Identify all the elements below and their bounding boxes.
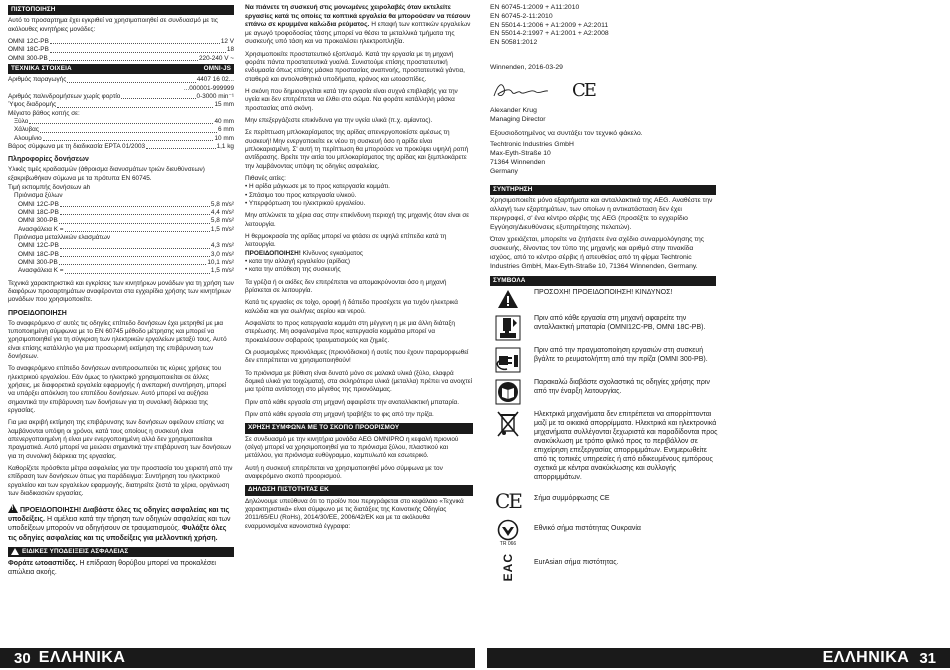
vib-metal: Πριόνισμα μεταλλικών ελασμάτων — [14, 233, 111, 241]
symbol-row: TR 066 Εθνικό σήμα πιστότητας Ουκρανία — [490, 519, 720, 547]
authorized-text: Εξουσιοδοτημένος να συντάξει τον τεχνικό φάκελο. — [490, 129, 643, 137]
list-item: • Υπερφόρτωση του ηλεκτρικού εργαλείου. — [245, 200, 473, 208]
vib-text: Υλικές τιμές κραδασμών (άθροισμα διανυσμάτων τριών διευθύνσεων) εξακριβωθήκαν σύμωνα με τα πρότυπα EN 60745. — [8, 166, 205, 182]
footer-left — [0, 648, 475, 668]
unit-row: OMNI 300-PB 220-240 V ~ — [8, 54, 234, 62]
c2-p12: Ασφαλίστε το προς κατεργασία κομμάτι στη μέγγενη η με μια άλλη διάταξη στερέωσης. Μη ασφαλισμένα προς κατεργασία κομμάτια μπορεί να προκαλέσουν σοβαρούς τραυματισμούς και ζημιές. — [245, 320, 455, 344]
symbol-row: Πριν από κάθε εργασία στη μηχανή αφαιρείτε την ανταλλακτική μπαταρία (OMNI12C-PB, OMNI 18C-PB). — [490, 315, 720, 341]
list-item: • κατα την αλλαγή εργαλείου (αρίδας) — [245, 258, 473, 266]
vib-wood: Πριόνισμα ξύλων — [14, 192, 63, 200]
vib-title: Πληροφορίες δονήσεων — [8, 156, 89, 164]
ce-mark-icon: CE — [495, 488, 521, 513]
symbol-row: ΠΡΟΣΟΧΗ! ΠΡΟΕΙΔΟΠΟΙΗΣΗ! ΚΙΝΔΥΝΟΣ! — [490, 289, 720, 309]
causes-list — [245, 183, 473, 208]
vib-row: OMNI 300-PB 5,8 m/s² — [18, 217, 234, 225]
tech-row: Μέγιστο βάθος κοπής σε: — [8, 109, 80, 117]
conformity-text: Δηλώνουμε υπεύθυνα ότι το προϊόν που περιγράφεται στο κεφάλαιο «Τεχνικά χαρακτηριστικά» είναι σύμφωνο με τις διατάξεις της Κοινοτικής Οδηγίας 2011/65/EU (RoHs), 2014/30/ΕΕ, 2006/42/ΕΚ και με τα ακόλουθα εναρμονισμένα κανονιστικά έγγραφα: — [245, 497, 464, 530]
section-header-performance: ΠΙΣΤΟΠΟΙΗΣΗ — [8, 5, 234, 15]
c2-p3: Η σκόνη που δημιουργείται κατά την εργασία είναι συχνά επιβλαβής για την υγεία και δεν επιτρέπεται να έλθει στο σώμα. Να φοράτε κατάλληλη μάσκα προστασίας από σκόνη. — [245, 88, 458, 112]
vib-row: OMNI 12C-PB 4,3 m/s² — [18, 242, 234, 250]
c2-p5: Σε περίπτωση μπλοκαρίσματος της αρίδας απενεργοποιείστε αμέσως τη συσκευή! Μην ενεργοποιείτε εκ νέου τη συσκευή όσο η αρίδα είναι μπλοκαρισμένη. Σ' αυτή τη περίπτωση θα μπορούσε να προκύψει υψηλή ροπή αντίδρασης. Βρείτε την αιτία του μπλοκαρίσματος της αρίδας και ξεμπλοκάρετε την λαμβάνοντας υπόψη τις οδηγίες ασφαλείας. — [245, 129, 469, 170]
ce-mark-icon: CE — [572, 80, 595, 102]
warning-p4: Καθορίζετε πρόσθετα μέτρα ασφαλείας για την προστασία του χειριστή από την επίδραση των δονήσεων όπως για παράδειγμα: Συντήρηση του ηλεκτρικού εργαλείου και των εργαλείων εφαρμογής, διατηρείτε ζεστά τα χέρια, οργάνωση των διαδικασιών εργασίας. — [8, 464, 233, 497]
tech-row: Ύψος διαδρομής 15 mm — [8, 101, 234, 109]
tech-row: Χάλυβας 6 mm — [14, 126, 234, 134]
section-header-maintenance: ΣΥΝΤΗΡΗΣΗ — [490, 185, 716, 195]
symbols-list — [490, 283, 720, 587]
section-header-tech: ΤΕΧΝΙΚΑ ΣΤΟΙΧΕΙΑ OMNI-JS — [8, 64, 234, 74]
footer-language-left: ΕΛΛΗΝΙΚΑ — [38, 649, 126, 666]
standard-item: EN 55014-1:2006 + A1:2009 + A2:2011 — [490, 21, 609, 29]
standards-list — [490, 4, 716, 48]
vib-row: OMNI 18C-PB 4,4 m/s² — [18, 208, 234, 216]
signature-block — [490, 77, 716, 105]
use-p1: Σε συνδυασμό με την κινητήρια μονάδα AEG OMNIPRO η κεφαλή πριονιού (σέγα) μπορεί να χρησιμοποιηθεί για το πριόνισμα ξύλου, πλαστικού και μετάλλου, για πριόνισμα ευθύγραμμο, καμπυλωτό και εσωτερικό. — [245, 435, 459, 460]
c2-p9: ΠΡΟΕΙΔΟΠΟΙΗΣΗ! Κίνδυνος εγκαύματος — [245, 249, 363, 257]
vib-ah: Τιμή εκπομπής δονήσεων ah — [8, 184, 91, 191]
warning-triangle-icon — [8, 504, 18, 513]
unit-row: OMNI 18C-PB 18 — [8, 46, 234, 54]
company-address: Techtronic Industries GmbH Max-Eyth-Straße 10 71364 Winnenden Germany — [490, 141, 574, 175]
c2-p14: Το πριόνισμα με βύθιση είναι δυνατό μόνο σε μαλακά υλικά (ξύλο, ελαφρά δομικά υλικά για τοιχώματα), στα σκληρότερα υλικά (μεταλλα) πρέπει να ανοιχτεί μια τρύπα αντίστοιχη στο μέγεθος της πριονόλαμας. — [245, 369, 473, 394]
symbol-row: Ηλεκτρικά μηχανήματα δεν επιτρέπεται να απορρίπτονται μαζί με τα οικιακά απορρίμματα. Ηλεκτρικά και ηλεκτρονικά μηχανήματα συλλέγονται ξεχωριστά και παραδίδονται προς ανακύκλωση με τρόπο φιλικό προς το περιβάλλον σε επιχείρηση επεξεργασίας απορριμμάτων. Ενημερωθείτε από τις τοπικές υπηρεσίες ή από ειδικευμένους εμπόρους σχετικά με κέντρα ανακύκλωσης και συλλογής απορριμμάτων. — [490, 411, 720, 483]
vib-row: OMNI 18C-PB 3,0 m/s² — [18, 250, 234, 258]
maint-p1: Χρησιμοποιείτε μόνο εξαρτήματα και ανταλλακτικά της AEG. Αναθέστε την αλλαγή των εξαρτημάτων, των οποίων η αντικατάσταση δεν έχει περιγραφεί, σ' ένα κέντρο σέρβις της AEG (προσέξτε το εγχειρίδιο Εγγύηση/Διευθύνσεις εξυπηρέτησης πελατών). — [490, 197, 713, 231]
burn-list — [245, 258, 473, 275]
warning-triangle-icon — [490, 289, 526, 309]
unit-row: OMNI 12C-PB 12 V — [8, 37, 234, 45]
tech-row: Αριθμός παραγωγής 4407 16 02... — [8, 76, 234, 84]
c2-p11: Κατά τις εργασίες σε τοίχο, οροφή ή δάπεδο προσέχετε για τυχόν ηλεκτρικά καλώδια και για σωλήνες αερίου και νερού. — [245, 299, 458, 315]
symbol-row: Παρακαλώ διαβάστε σχολαστικά τις οδηγίες χρήσης πριν από την έναρξη λειτουργίας. — [490, 379, 720, 405]
c2-p15: Πριν από κάθε εργασία στη μηχανή αφαιρέστε την αναταλλακτική μπαταρία. — [245, 398, 460, 406]
standard-item: EN 50581:2012 — [490, 39, 538, 47]
vib-note: Τεχνικά χαρακτηριστικά και εγκρίσεις των κινητήριων μονάδων για τη χρήση των διαφόρων προσαρτημάτων αναφέρονται στα εγχειρίδια χρήσης των κινητήριων μονάδων που χρησιμοποιείτε. — [8, 279, 234, 304]
signer-name: Alexander Krug — [490, 106, 537, 114]
use-p2: Αυτή η συσκευή επιτρέπεται να χρησιμοποιηθεί μόνο σύμφωνα με τον αναφερόμενο σκοπό προορισμού. — [245, 464, 443, 480]
column-1 — [8, 4, 234, 581]
c2-p4: Μην επεξεργάζεστε επικίνδυνα για την υγεία υλικά (π.χ. αμίαντος). — [245, 117, 433, 125]
c2-p6-title: Πιθανές αιτίες: — [245, 175, 286, 183]
symbol-row: CE Σήμα συμμόρφωσης CE — [490, 489, 720, 513]
footer-language-right: ΕΛΛΗΝΙΚΑ — [822, 649, 910, 666]
warning-title: ΠΡΟΕΙΔΟΠΟΙΗΣΗ — [8, 309, 67, 317]
vib-row: OMNI 300-PB 10,1 m/s² — [18, 258, 234, 266]
list-item: • Σπάσιμο του προς κατεργασία υλικού. — [245, 192, 473, 200]
tech-row: Ξύλο 40 mm — [14, 117, 234, 125]
standard-item: EN 55014-2:1997 + A1:2001 + A2:2008 — [490, 30, 609, 38]
weee-bin-icon — [490, 411, 526, 483]
vib-row: OMNI 12C-PB 5,8 m/s² — [18, 200, 234, 208]
vib-row: Ανασφάλεια K = 1,5 m/s² — [18, 267, 234, 275]
column-2 — [245, 4, 473, 535]
warning-read-all: !ΠΡΟΕΙΔΟΠΟΙΗΣΗ! Διαβάστε όλες τις οδηγίες ασφαλείας και τις υποδείξεις. Η αμέλεια κατά την τήρηση των οδηγιών ασφαλείας και των υποδείξεων μπορούν να οδηγήσουν σε τραυματισμούς. Φυλάξτε όλες τις οδηγίες ασφαλείας και τις υποδείξεις για μελλοντική χρήση. — [8, 504, 234, 542]
c2-p2: Χρησιμοποιείτε προστατευτικό εξοπλισμό. Κατά την εργασία με τη μηχανή φοράτε πάντα προστατευτικά γυαλιά. Συνιστούμε επίσης προστατευτική ενδυμασία όπως επίσης μάσκα προστασίας αναπνοής, προστατευτικά γάντια, σταθερά και αντιολισθητικά υποδήματα, κράνος και ωτοασπίδες. — [245, 50, 465, 83]
tech-row: ...000001-999999 — [183, 84, 234, 92]
c2-p1: Να πιάνετε τη συσκευή στις μονωμένες χειρολαβές όταν εκτελείτε εργασίες κατά τις οποίες τα κοπτικά εργαλεία θα μπορούσαν να πέσουν επάνω σε κρυμμένα καλώδια ρεύματος. Η επαφή των κοπτικών εργαλείων με αγωγό τροφοδοσίας τάσης μπορεί να θέσει τα μεταλλικά τμήματα της συσκευής υπό τάση και να προκαλέσει ηλεκτροπληξία. — [245, 4, 471, 46]
section-header-symbols: ΣΥΜΒΟΛΑ — [490, 276, 716, 286]
c2-p16: Πριν από κάθε εργασία στη μηχανή τραβήξτε το φις από την πρίζα. — [245, 410, 434, 418]
symbol-row: EAC EurAsian σήμα πιστότητας. — [490, 553, 720, 581]
list-item: • κατα την απόθεση της συσκευής — [245, 266, 473, 274]
warning-p1: Το αναφερόμενο σ' αυτές τις οδηγίες επίπεδο δονήσεων έχει μετρηθεί με μια τυποποιημένη σύμφωνα με το EN 60745 μέθοδο μέτρησης και μπορεί να χρησιμοποιηθεί για τη σύγκριση των ηλεκτρικών εργαλείων μεταξύ τους. Αυτό είναι επίσης κατάλληλο για μια προσωρινή εκτίμηση της επιβάρυνση των δονήσεων. — [8, 319, 227, 360]
warning-triangle-icon — [11, 548, 19, 555]
c2-p8: Η θερμοκρασία της αρίδας μπορεί να φτάσει σε υψηλά επίπεδα κατά τη λειτουργία. — [245, 233, 447, 249]
tech-row: Βάρος σύμφωνα με τη διαδικασία EPTA 01/2003 1,1 kg — [8, 142, 234, 150]
page-number-right: 31 — [919, 649, 936, 667]
vib-wood-table — [8, 201, 234, 234]
perf-text: Αυτό το προσαρτημα έχει εγκριθεί να χρησιμοποιηθεί σε συνδυασμό με τις ακόλουθες κινητήριες μονάδες: — [8, 17, 218, 33]
battery-remove-icon — [490, 315, 526, 341]
signature-icon — [490, 78, 550, 104]
section-header-conformity: ΔΗΛΩΣΗ ΠΙΣΤΟΤΗΤΑΣ ΕΚ — [245, 485, 473, 495]
units-list — [8, 38, 234, 63]
standard-item: EN 60745-2-11:2010 — [490, 12, 553, 20]
c2-p10: Τα γρέζια ή οι ακίδες δεν επιτρέπεται να απομακρύνονται όσο η μηχανή βρίσκεται σε λειτουργία. — [245, 278, 447, 295]
c2-p7: Μην απλώνετε τα χέρια σας στην επικίνδυνη περιοχή της μηχανής όταν είναι σε λειτουργία. — [245, 212, 470, 228]
footer-right — [487, 648, 950, 668]
list-item: • Η αρίδα μάγκωσε με το προς κατεργασία κομμάτι. — [245, 183, 473, 191]
column-3 — [490, 4, 716, 288]
ukraine-conformity-icon: TR 066 — [490, 519, 526, 547]
c2-p13: Οι ρυσμισμένες πριονόλαμες (πριονόδισκοι) ή αυτές που έχουν παραμορφωθεί δεν επιτρέπεται να χρησιμοποιηθούν! — [245, 348, 469, 365]
warning-p2: Το αναφερόμενο επίπεδο δονήσεων αντιπροσωπεύει τις κύριες χρήσεις του ηλεκτρικού εργαλείου. Εάν όμως το ηλεκτρικό χρησιμοποιείται σε άλλες χρήσεις, με διαφορετικά εργαλεία εφαρμογής ή ανεπαρκή συντήρηση, μπορεί να υπάρξει απόκλιση του επιπέδου δονήσεων. Αυτό μπορεί να αυξήσει σημαντικά την επιβάρυνση των δονήσεων για τη συνολική διάρκεια της εργασίας. — [8, 365, 227, 414]
tech-table — [8, 76, 234, 151]
section-header-safety: ΕΙΔΙΚΕΣ ΥΠΟΔΕΙΞΕΙΣ ΑΣΦΑΛΕΙΑΣ — [8, 547, 234, 557]
place-date: Winnenden, 2016-03-29 — [490, 64, 563, 72]
vib-metal-table — [8, 242, 234, 275]
eac-mark-icon: EAC — [501, 552, 515, 581]
maint-p2: Όταν χρειάζεται, μπορείτε να ζητήσετε ένα σχέδιο συναρμολόγησης της συσκευής, δίνοντας τον τύπο της μηχανής και αριθμό στην πινακίδα ισχύος, από το κέντρο σέρβις ή απευθείας από τη φίρμα Techtronic Industries GmbH, Max-Eyth-Straße 10, 71364 Winnenden, Germany. — [490, 236, 705, 270]
page-number-left: 30 — [14, 649, 31, 667]
tech-row: Αριθμός παλινδρομήσεων χωρίς φορτίο 0-3000 min⁻¹ — [8, 92, 234, 100]
section-header-intended-use: ΧΡΗΣΗ ΣΥΜΦΩΝΑ ΜΕ ΤΟ ΣΚΟΠΟ ΠΡΟΟΡΙΣΜΟΥ — [245, 423, 473, 433]
read-manual-icon — [490, 379, 526, 405]
standard-item: EN 60745-1:2009 + A11:2010 — [490, 4, 580, 11]
warning-p3: Για μια ακριβή εκτίμηση της επιβάρυνσης των δονήσεων οφείλουν επίσης να λαμβάνονται υπόψη οι χρόνοι, κατά τους οποίους η συσκευή είναι απενεργοποιημένη ή είναι μεν ενεργοποιημένη αλλά δεν χρησιμοποιείται πραγματικά. Αυτό μπορεί να μειώσει σημαντικά την επιβάρυνση των δονήσεων για τη συνολική διάρκεια της εργασίας. — [8, 419, 232, 460]
plug-icon — [490, 347, 526, 373]
tech-row: Αλουμίνιο 10 mm — [14, 134, 234, 142]
safety-text: Φοράτε ωτοασπίδες. Η επίδραση θορύβου μπορεί να προκαλέσει απώλεια ακοής. — [8, 559, 216, 577]
vib-row: Ανασφάλεια K = 1,5 m/s² — [18, 225, 234, 233]
symbol-row: Πριν από την πραγματοποίηση εργασιών στη συσκευή βγάλτε το ρευματολήπτη από την πρίζα (OMNI 300-PB). — [490, 347, 720, 373]
signer-title: Managing Director — [490, 115, 546, 123]
